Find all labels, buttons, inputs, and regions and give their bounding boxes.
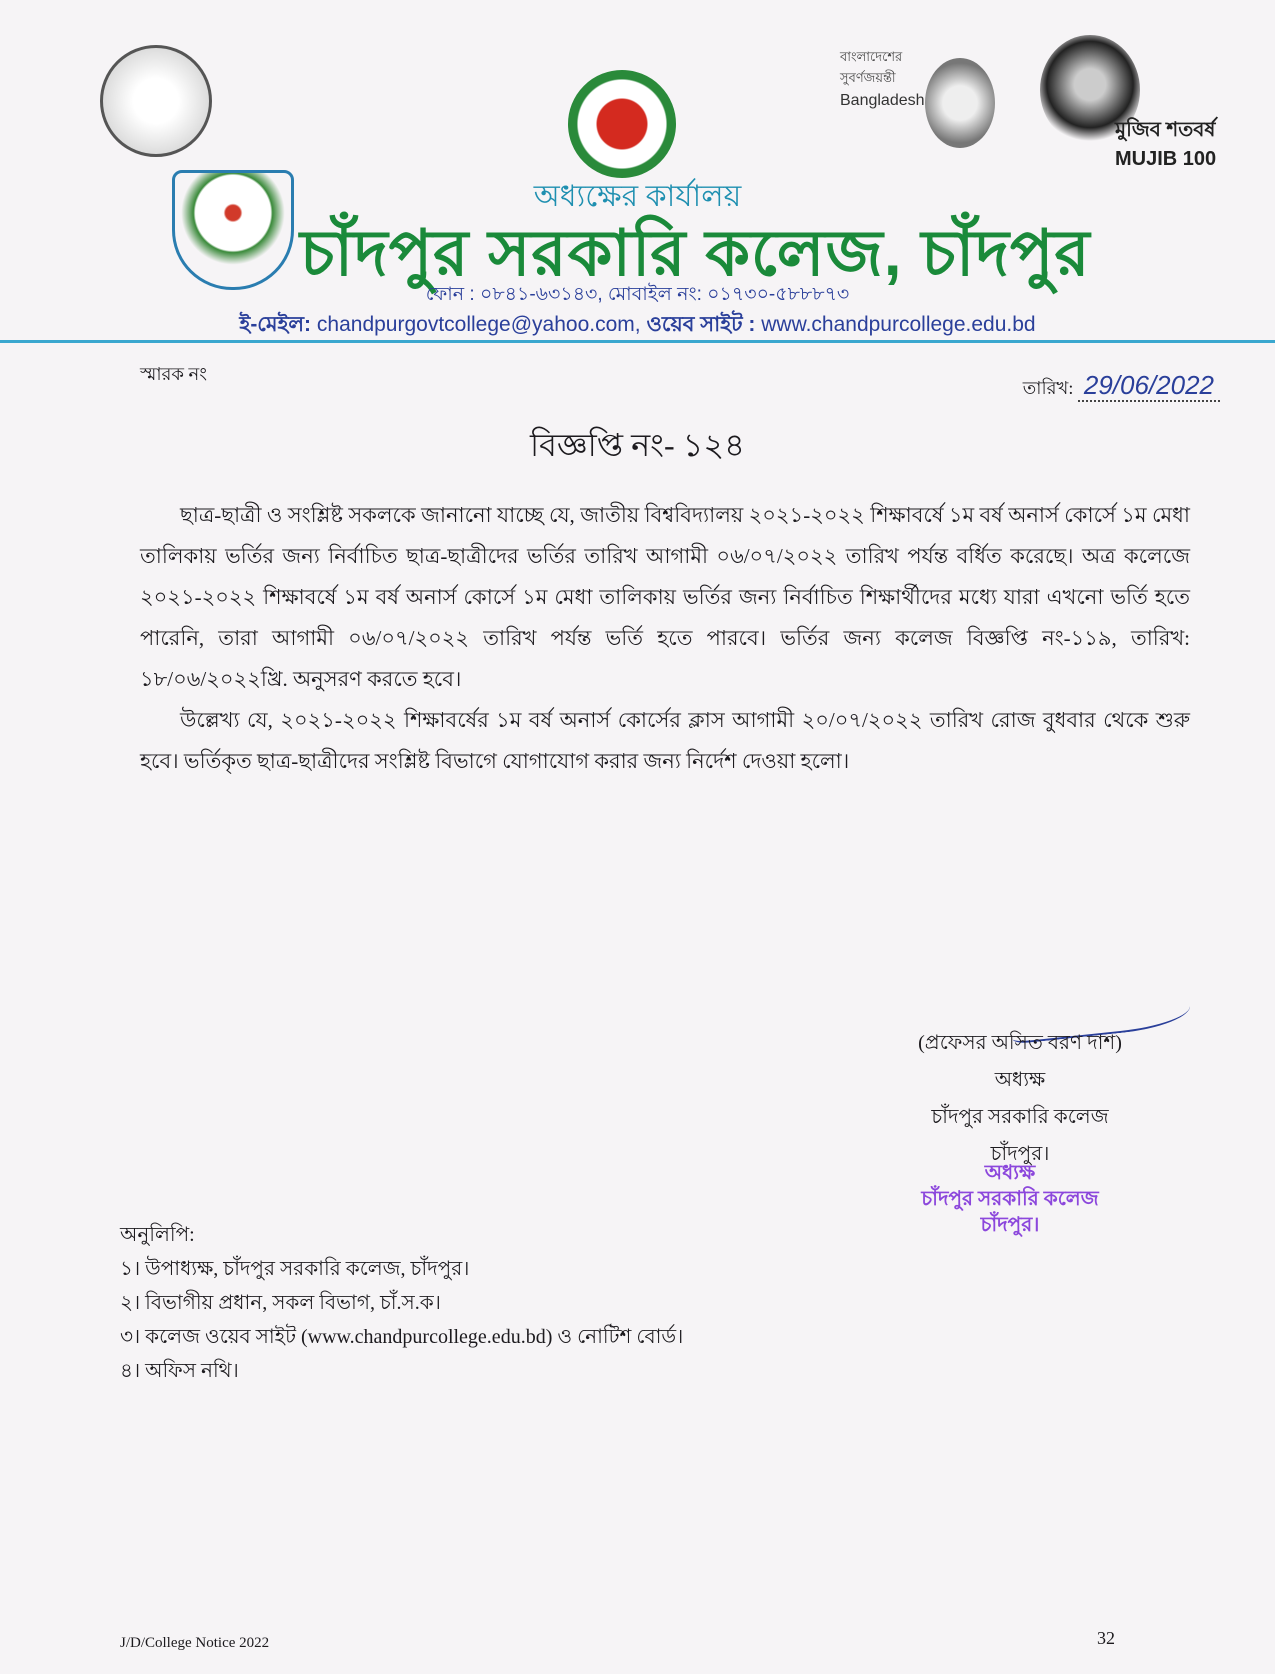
stamp-line-3: চাঁদপুর। bbox=[980, 1214, 1040, 1236]
date-field bbox=[1023, 370, 1220, 405]
college-logo bbox=[172, 170, 294, 290]
website-label: ওয়েব সাইট : bbox=[646, 313, 756, 336]
memo-number-label: স্মারক নং bbox=[140, 364, 208, 384]
government-seal-logo bbox=[568, 70, 676, 178]
official-stamp bbox=[910, 1160, 1110, 1238]
footer-file-label: J/D/College Notice 2022 bbox=[120, 1635, 270, 1651]
mujib-100-logo: মুজিব শতবর্ষ MUJIB 100 bbox=[1115, 119, 1217, 170]
copy-item: ৪। অফিস নথি। bbox=[120, 1360, 239, 1382]
education-ministry-logo bbox=[100, 45, 212, 157]
notice-heading: বিজ্ঞপ্তি নং- ১২৪ bbox=[530, 427, 745, 463]
contact-line bbox=[0, 308, 1275, 343]
signature-block bbox=[850, 1025, 1190, 1173]
email-label: ই-মেইল: bbox=[239, 313, 312, 336]
golden-jubilee-logo bbox=[840, 48, 1000, 148]
jubilee-text-1: বাংলাদেশের bbox=[840, 49, 903, 64]
copy-list bbox=[120, 1218, 683, 1388]
header-divider bbox=[0, 340, 1275, 343]
jubilee-text-2: সুবর্ণজয়ন্তী bbox=[840, 70, 896, 85]
office-title: অধ্যক্ষের কার্যালয় bbox=[533, 180, 742, 213]
copy-label: অনুলিপি: bbox=[120, 1224, 195, 1246]
phone-line: ফোন : ০৮৪১-৬৩১৪৩, মোবাইল নং: ০১৭৩০-৫৮৮৮৭৩ bbox=[425, 284, 850, 305]
signatory-designation: অধ্যক্ষ bbox=[994, 1069, 1046, 1091]
copy-item: ২। বিভাগীয় প্রধান, সকল বিভাগ, চাঁ.স.ক। bbox=[120, 1292, 441, 1314]
stamp-line-1: অধ্যক্ষ bbox=[984, 1162, 1036, 1184]
notice-paragraph-1: ছাত্র-ছাত্রী ও সংশ্লিষ্ট সকলকে জানানো যাচ্ছে যে, জাতীয় বিশ্ববিদ্যালয় ২০২১-২০২২ শিক্ষাবর্ষে ১ম বর্ষ অনার্স কোর্সে ১ম মেধা তালিকায় ভর্তির জন্য নির্বাচিত ছাত্র-ছাত্রীদের ভর্তির তারিখ আগামী ০৬/০৭/২০২২ তারিখ পর্যন্ত বর্ধিত করেছে। অত্র কলেজে ২০২১-২০২২ শিক্ষাবর্ষে ১ম বর্ষ অনার্স কোর্সে ১ম মেধা তালিকায় ভর্তির জন্য নির্বাচিত শিক্ষার্থীদের মধ্যে যারা এখনো ভর্তি হতে পারেনি, তারা আগামী ০৬/০৭/২০২২ তারিখ পর্যন্ত ভর্তি হতে পারবে। ভর্তির জন্য কলেজ বিজ্ঞপ্তি নং-১১৯, তারিখ: ১৮/০৬/২০২২খ্রি. অনুসরণ করতে হবে। bbox=[140, 503, 1190, 691]
notice-paragraph-2: উল্লেখ্য যে, ২০২১-২০২২ শিক্ষাবর্ষের ১ম বর্ষ অনার্স কোর্সের ক্লাস আগামী ২০/০৭/২০২২ তারিখ রোজ বুধবার থেকে শুরু হবে। ভর্তিকৃত ছাত্র-ছাত্রীদের সংশ্লিষ্ট বিভাগে যোগাযোগ করার জন্য নির্দেশ দেওয়া হলো। bbox=[140, 708, 1190, 773]
copy-item: ৩। কলেজ ওয়েব সাইট (www.chandpurcollege.edu.bd) ও নোটিশ বোর্ড। bbox=[120, 1326, 684, 1348]
email-link[interactable]: chandpurgovtcollege@yahoo.com, bbox=[316, 313, 641, 336]
website-link[interactable]: www.chandpurcollege.edu.bd bbox=[761, 313, 1036, 336]
page-number: 32 bbox=[1097, 1628, 1115, 1648]
stamp-line-2: চাঁদপুর সরকারি কলেজ bbox=[921, 1188, 1099, 1210]
signatory-org: চাঁদপুর সরকারি কলেজ bbox=[931, 1106, 1109, 1128]
college-name: চাঁদপুর সরকারি কলেজ, চাঁদপুর bbox=[300, 217, 1091, 289]
date-value: 29/06/2022 bbox=[1078, 370, 1220, 402]
signatory-name: (প্রফেসর অসিত বরণ দাশ) bbox=[918, 1032, 1122, 1054]
jubilee-text-3: Bangladesh bbox=[840, 92, 925, 109]
copy-item: ১। উপাধ্যক্ষ, চাঁদপুর সরকারি কলেজ, চাঁদপুর। bbox=[120, 1258, 470, 1280]
date-label: তারিখ: bbox=[1022, 378, 1074, 398]
signatory-place: চাঁদপুর। bbox=[990, 1143, 1050, 1165]
